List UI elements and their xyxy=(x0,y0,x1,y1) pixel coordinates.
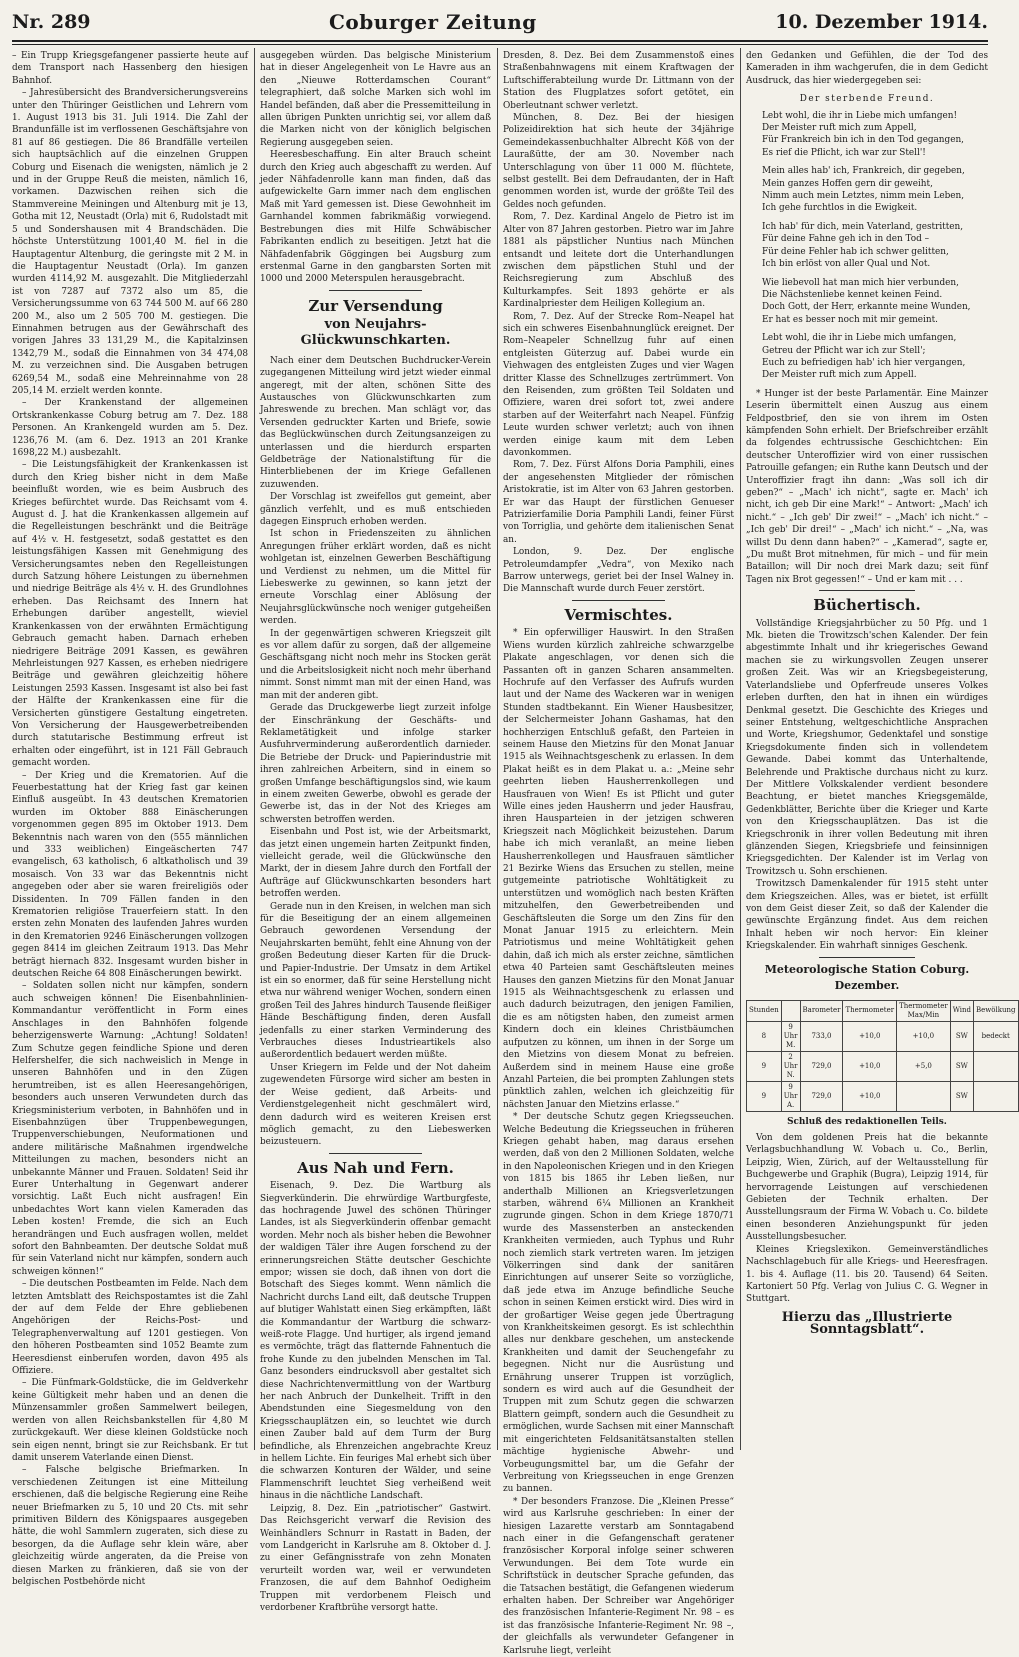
weather-cell: +10,0 xyxy=(843,1081,897,1111)
article-paragraph: – Jahresübersicht des Brandversicherungsvereins unter den Thüringer Geistlichen und Lehrern vom 1. August 1913 bis 31. Juli 1914. Die Zahl der Brandunfälle ist im verflossenen Geschäftsjahre von 81 auf 86 gestiegen. Die 86 Brandfälle verteilen sich hauptsächlich auf die einzelnen Gruppen Coburg und Eisenach die wenigsten, nämlich je 2 und in der Gruppe Reuß die meisten, nämlich 16, vorkamen. Dazwischen reihen sich die Stammvereine Meiningen und Altenburg mit je 13, Gotha mit 12, Neustadt (Orla) mit 6, Rudolstadt mit 5 und Sondershausen mit 4 Brandschäden. Die höchste Unterstützung 1001,40 M. fiel in die Hauptagentur Altenburg, die geringste mit 2 M. in die Hauptagentur Neustadt (Orla). Im ganzen wurden 4114,92 M. ausgezahlt. Die Mitgliederzahl ist von 7287 auf 7372 also um 85, die Versicherungssumme von 63 744 500 M. auf 66 280 200 M., also um 2 505 700 M. gestiegen. Die Einnahmen betrugen aus der Gewährschaft des vorigen Jahres 33 131,29 M., die Kapitalzinsen 1342,79 M., sodaß die Einnahmen von 34 474,08 M. zu verzeichnen sind. Die Ausgaben betrugen 6269,54 M., sodaß eine Mehreinnahme von 28 205,14 M. erzielt werden konnte. xyxy=(12,88,248,396)
article-paragraph: – Der Krieg und die Krematorien. Auf die Feuerbestattung hat der Krieg fast gar keinen Einfluß ausgeübt. In 43 deutschen Krematorien wurden im Oktober 888 Einäscherungen vorgenommen gegen 895 im Oktober 1913. Dem Bekenntnis nach waren von den (555 männlichen und 333 weiblichen) Eingeäscherten 747 evangelisch, 63 katholisch, 6 altkatholisch und 39 mosaisch. Von 33 war das Bekenntnis nicht angegeben oder aber sie waren freireligiös oder Dissidenten. In 709 Fällen fanden in den Krematorien religiöse Trauerfeiern statt. In den ersten zehn Monaten des laufenden Jahres wurden in den Krematorien 9246 Einäscherungen vollzogen gegen 8414 im gleichen Zeitraum 1913. Das Mehr beträgt hiernach 832. Insgesamt wurden bisher in deutschen Reiche 64 808 Einäscherungen bewirkt. xyxy=(12,770,248,980)
divider xyxy=(329,1153,421,1154)
column-divider xyxy=(740,48,741,1450)
divider xyxy=(329,290,421,291)
weather-cell: 2 Uhr N. xyxy=(781,1051,800,1081)
weather-cell xyxy=(974,1081,1018,1111)
weather-header-cell: Bewölkung xyxy=(974,1000,1018,1021)
article-paragraph: – Die Leistungsfähigkeit der Krankenkassen ist durch den Krieg bisher nicht in dem Maße beeinflußt worden, wie es beim Ausbruch des Krieges befürchtet wurde. Das Reichsamt vom 4. August d. J. hat die Krankenkassen allgemein auf die Regelleistungen beschränkt und die Beiträge auf 4½ v. H. festgesetzt, sodaß gestattet es den leistungsfähigen Kassen mit Genehmigung des Versicherungsamtes neben den Regelleistungen durch Satzung höhere Leistungen zu übernehmen und niedrige Beiträge als 4½ v. H. des Grundlohnes erheben. Das Reichsamt des Innern hat Erhebungen darüber angestellt, wieviel Krankenkassen von der erwähnten Ermächtigung Gebrauch gemacht haben. Darnach erheben niedrigere Beiträge 2091 Kassen, es gewähren Mehrleistungen 927 Kassen, es erheben niedrigere Beiträge und gewähren gleichzeitig höhere Leistungen 2593 Kassen. Insgesamt ist also bei fast der Hälfte der Krankenkassen eine für die Versicherten günstigere Gestaltung eingetreten. Von Versicherung der Hausgewerbetreibenden durch statutarische Bestimmung erfreut ist erhalten oder eingeführt, ist in 121 Fäll Gebrauch gemacht worden. xyxy=(12,460,248,769)
article-paragraph: München, 8. Dez. Bei der hiesigen Polizeidirektion hat sich heute der 34jährige Gemeindekassenbuchhalter Albrecht Köß von der Lauraßütte, der am 30. November nach Unterschlagung von über 11 000 M. flüchtete, selbst gestellt. Bei dem Defraudanten, der in Haft genommen worden ist, wurde der größte Teil des Geldes noch gefunden. xyxy=(503,113,734,210)
poem-title: Der sterbende Freund. xyxy=(799,94,935,105)
article-paragraph: Heeresbeschaffung. Ein alter Brauch scheint durch den Krieg auch abgeschafft zu werden. Auf jeder Nähfadenrolle kann man finden, daß das aufgewickelte Garn immer nach dem englischen Maß mit Yard gemessen ist. Diese Gewohnheit im Garnhandel kommen fabrikmäßig vorwiegend. Bestrebungen dies mit Hilfe Schwäbischer Fabrikanten endlich zu beseitigen. Jetzt hat die Nähfadenfabrik Göggingen bei Augsburg zum erstenmal Garne in den gangbarsten Sorten mit 1000 und 2000 Meterspulen herausgebracht. xyxy=(260,150,491,285)
article-paragraph: Kleines Kriegslexikon. Gemeinverständliches Nachschlagebuch für alle Kriegs- und Heeresfragen. 1. bis 4. Auflage (11. bis 20. Tausend) 64 Seiten. Kartoniert 50 Pfg. Verlag von Julius C. G. Wegner in Stuttgart. xyxy=(746,1244,988,1305)
article-paragraph: den Gedanken und Gefühlen, die der Tod des Kameraden in ihm wachgerufen, die in dem Gedicht Ausdruck, das hier wiedergegeben sei: xyxy=(746,51,988,86)
weather-row xyxy=(747,1081,1019,1111)
article-paragraph: Von dem goldenen Preis hat die bekannte Verlagsbuchhandlung W. Vobach u. Co., Berlin, Leipzig, Wien, Zürich, auf der Weltausstellung für Buchgewerbe und Graphik (Bugra), Leipzig 1914, für hervorragende Leistungen auf verschiedenen Gebieten der Technik erhalten. Der Ausstellungsraum der Firma W. Vobach u. Co. bildete einen besonderen Anziehungspunkt für jeden Ausstellungsbesucher. xyxy=(746,1133,988,1243)
weather-cell: +10,0 xyxy=(843,1021,897,1051)
article-paragraph: Trowitzsch Damenkalender für 1915 steht unter dem Kriegszeichen. Alles, was er bietet, ist erfüllt von dem Geist dieser Zeit, so daß der Kalender die gewünschte Ergänzung findet. Aus dem reichen Inhalt heben wir noch hervor: Ein kleiner Kriegskalender. Ein wahrhaft sinniges Geschenk. xyxy=(746,879,988,952)
weather-header-cell xyxy=(781,1000,800,1021)
weather-cell: 729,0 xyxy=(800,1051,843,1081)
weather-cell: 729,0 xyxy=(800,1081,843,1111)
article-paragraph: Nach einer dem Deutschen Buchdrucker-Verein zugegangenen Mitteilung wird jetzt wieder einmal angeregt, mit der alten, schönen Sitte des Austausches von Glückwunschkarten zum Jahreswende zu brechen. Man schlägt vor, das Versenden gedruckter Karten und Briefe, sowie das Beglückwünschen durch Zeitungsanzeigen zu unterlassen und die hierdurch ersparten Geldbeträge der Nationalstiftung für die Hinterbliebenen der im Kriege Gefallenen zuzuwenden. xyxy=(260,355,491,490)
column-1 xyxy=(12,50,248,1587)
weather-cell xyxy=(974,1051,1018,1081)
weather-cell xyxy=(897,1081,951,1111)
article-paragraph: Vollständige Kriegsjahrbücher zu 50 Pfg. und 1 Mk. bieten die Trowitzsch'schen Kalender. Der fein abgestimmte Inhalt und ihr kriegerisches Gewand machen sie zu wirkungsvollen Zeugen unserer großen Zeit. Was wir an Kriegsbegeisterung, Vaterlandsliebe und Opferfreude unseres Volkes erleben durften, den hat in ihnen ein würdiges Denkmal gesetzt. Die Geschichte des Krieges und seiner Entstehung, weltgeschichtliche Ansprachen und Worte, Kriegshumor, Gedenktafel und sonstige Kriegsdokumente finden sich in vollendetem Gewande. Dabei kommt das Unterhaltende, Belehrende und Praktische durchaus nicht zu kurz. Der Mittlere Volkskalender verdient besondere Beachtung, er bietet manches Kriegsgemälde, Gedenkblätter, Berichte über die Krieger und Karte von den Kriegsschauplätzen. Das ist die Kriegschronik in ihrer vollen Bedeutung mit ihren glänzenden Siegen, Kriegsbriefe und feinsinnigen Kriegsgedichten. Der Kalender ist im Verlag von Trowitzsch u. Sohn erschienen. xyxy=(746,618,988,877)
closing-line: Schluß des redaktionellen Teils. xyxy=(787,1116,947,1127)
newspaper-title: Coburger Zeitung xyxy=(329,10,537,34)
section-title: Aus Nah und Fern. xyxy=(297,1158,454,1177)
article-paragraph: Eisenbahn und Post ist, wie der Arbeitsmarkt, das jetzt einen ungemein harten Zeitpunkt finden, vielleicht gerade, weil die Glückwünsche den Markt, der in diesem Jahre durch den Fortfall der Aufträge auf Glückwunschkarten besonders hart betroffen werden. xyxy=(260,827,491,900)
article-paragraph: * Hunger ist der beste Parlamentär. Eine Mainzer Leserin übermittelt einen Auszug aus einem Feldpostbrief, den sie von ihrem im Osten kämpfenden Sohn erhielt. Der Briefschreiber erzählt da folgendes echtrussische Geschichtchen: Ein deutscher Unteroffizier wird von einer russischen Patrouille gefangen; ein Ruthe kann Deutsch und der Unteroffizier fragt ihn dann: „Was soll ich dir geben?“ – „Mach' ich nicht“, sagte er. Mach' ich nicht, ich geb Dir eine Mark!“ – Antwort: „Mach' ich nicht.“ – „Ich geb' Dir zwei!“ – „Mach' ich nicht.“ – „Ich geb' Dir drei!“ – „Mach' ich nicht.“ – „Na, was willst Du denn dann haben?“ – „Kamerad“, sagte er, „Du mußt Brot mitnehmen, für mich – und für mein Bataillon; will Dir noch drei Mark dazu; seit fünf Tagen nix Brot gegessen!“ – Und er kam mit . . . xyxy=(746,388,988,585)
article-paragraph: Unser Kriegern im Felde und der Not daheim zugewendeten Fürsorge wird sicher am besten in der Weise gedient, daß Arbeits- und Verdienstgelegenheit nicht geschmälert wird, denn dadurch wird es weiteren Kreisen erst möglich gemacht, zu den Liebeswerken beizusteuern. xyxy=(260,1062,491,1148)
masthead-rule xyxy=(12,40,988,42)
weather-title: Meteorologische Station Coburg. Dezember. xyxy=(764,962,970,992)
weather-cell: 733,0 xyxy=(800,1021,843,1051)
article-paragraph: * Der deutsche Schutz gegen Kriegsseuchen. Welche Bedeutung die Kriegsseuchen in früheren Kriegen gehabt haben, mag daraus ersehen werden, daß von den 2 Millionen Soldaten, welche in den Napoleonischen Kriegen und in den Kriegen von 1815 bis 1865 ihr Leben ließen, nur anderthalb Millionen an Kriegsverletzungen starben, während 6¼ Millionen an Krankheit zugrunde gingen. Schon in dem Kriege 1870/71 wurde des Massensterben an ansteckenden Krankheiten vermieden, auch Typhus und Ruhr noch ziemlich stark vertreten waren. Im jetzigen Völkerringen sind dank der sanitären Einrichtungen auf unserer Seite so vorzügliche, daß jede etwa im Anzuge befindliche Seuche schon in seinen Keimen erstickt wird. Dies wird in der großartiger Weise gegen jede Übertragung von Krankheitskeimen gesorgt. Es ist schlechthin alles nur denkbare geschehen, um ansteckende Krankheiten und damit der Seuchengefahr zu begegnen. Nicht nur die Ausrüstung und Ernährung unserer Truppen ist vorzüglich, sondern es wird auch auf die Gesundheit der Truppen mit zum Schutz gegen die schwarzen Blattern geimpft, sondern auch die Gesundheit zu ermöglichen, wurde Sachsen mit einer Mannschaft mit eingerichteten Feldsanitätsanstalten stellen mächtige hygienische Abwehr- und Vorbeugungsmittel bar, um die Gefahr der Verbreitung von Kriegsseuchen in enge Grenzen zu bannen. xyxy=(503,1112,734,1495)
article-paragraph: In der gegenwärtigen schweren Kriegszeit gilt es vor allem dafür zu sorgen, daß der allgemeine Geschäftsgang nicht noch mehr ins Stocken gerät und die Arbeitslosigkeit nicht noch mehr überhand nimmt. Sonst nimmt man mit der einen Hand, was man mit der anderen gibt. xyxy=(260,628,491,701)
weather-row xyxy=(747,1051,1019,1081)
weather-cell: SW xyxy=(950,1051,973,1081)
article-paragraph: Gerade nun in den Kreisen, in welchen man sich für die Beseitigung der an einem allgemeinen Gebrauch gewordenen Versendung der Neujahrskarten bemüht, fehlt eine Ahnung von der großen Bedeutung dieser Karten für die Druck- und Papier-Industrie. Der Umsatz in dem Artikel ist ein so enormer, daß für seine Herstellung nicht etwa nur während weniger Wochen, sondern einen großen Teil des Jahres hindurch Tausende fleißiger Hände Beschäftigung finden, deren Ausfall jedenfalls zu einer starken Verminderung des Verbrauches dieses Industrieartikels also außerordentlich bedauert werden müßte. xyxy=(260,901,491,1061)
weather-cell: 9 Uhr A. xyxy=(781,1081,800,1111)
masthead-rule-thin xyxy=(12,44,988,45)
article-paragraph: * Der besonders Franzose. Die „Kleinen Presse“ wird aus Karlsruhe geschrieben: In einer der hiesigen Lazarette verstarb am Sonntagabend nach einer in die Gefangenschaft geratener französischer Korporal infolge seiner schweren Verwundungen. Bei dem Tote wurde ein Schriftstück in deutscher Sprache gefunden, das die Tatsachen bestätigt, die Gefangenen wiederum erhalten haben. Der Schreiber war Angehöriger des französischen Infanterie-Regiment Nr. 98 – es ist das französische Infanterie-Regiment Nr. 98 –, der gleichfalls als verwundeter Gefangener in Karlsruhe liegt, verleiht xyxy=(503,1496,734,1656)
feature-subtitle: von Neujahrs-Glückwunschkarten. xyxy=(300,316,451,348)
section-title: Vermischtes. xyxy=(564,605,673,624)
divider xyxy=(819,590,916,591)
article-paragraph: Rom, 7. Dez. Kardinal Angelo de Pietro ist im Alter von 87 Jahren gestorben. Pietro war im Jahre 1881 als päpstlicher Nuntius nach München entsandt und leitete dort die Unterhandlungen zwischen dem päpstlichen Stuhl und der Reichsregierung zum Abschluß des Kulturkampfes. Seit 1893 gehörte er als Kardinalpriester dem Heiligen Kollegium an. xyxy=(503,212,734,310)
poem-stanza: Wie liebevoll hat man mich hier verbunden, Die Nächstenliebe kennet keinen Feind. Doch Gott, der Herr, erkannte meine Wunden, Er hat es besser noch mit mir gemeint. xyxy=(762,277,971,325)
weather-table xyxy=(746,1000,1019,1112)
article-paragraph: Gerade das Druckgewerbe liegt zurzeit infolge der Einschränkung der Geschäfts- und Reklametätigkeit und infolge starker Ausfuhrverminderung außerordentlich darnieder. Die Betriebe der Druck- und Papierindustrie mit ihren zahlreichen Arbeitern, sind in einem so großen Umfange beschäftigungslos sind, wie kaum in einem zweiten Gewerbe, obwohl es gerade der Gewerbe ist, das in der Not des Krieges am schwersten betroffen werden. xyxy=(260,703,491,825)
column-3 xyxy=(503,50,734,1656)
weather-header-cell: Thermometer xyxy=(843,1000,897,1021)
article-paragraph: – Die deutschen Postbeamten im Felde. Nach dem letzten Amtsblatt des Reichspostamtes ist die Zahl der auf dem Felde der Ehre gebliebenen Angehörigen der Reichs-Post- und Telegraphenverwaltung auf 1201 gestiegen. Von den höheren Postbeamten sind 1052 Beamte zum Heeresdienst einberufen worden, davon 495 als Offiziere. xyxy=(12,1279,248,1377)
article-paragraph: – Falsche belgische Briefmarken. In verschiedenen Zeitungen ist eine Mitteilung erschienen, daß die belgische Regierung eine Reihe neuer Briefmarken zu 5, 10 und 20 Cts. mit sehr primitiven Bildern des Königspaares ausgegeben hätte, die wohl Sammlern zugeraten, sich diese zu besorgen, da die Auflage sehr klein wäre, aber gleichzeitig würde angeraten, da die Preise von diesen Marken zu fränkieren, daß sie von der belgischen Postbehörde nicht xyxy=(12,1465,248,1587)
article-paragraph: – Soldaten sollen nicht nur kämpfen, sondern auch schweigen können! Die Eisenbahnlinien-Kommandantur veröffentlicht in Form eines Anschlages in den Bahnhöfen folgende beherzigenswerte Warnung: „Achtung! Soldaten! Zum Schutze gegen feindliche Spione und deren Helfershelfer, die sich nachweislich in Menge in unseren Bahnhöfen und in den Zügen herumtreiben, ist es allen Heeresangehörigen, besonders auch unseren Verwundeten durch das Kriegsministerium verboten, in Bahnhöfen und in Eisenbahnzügen über Truppenbewegungen, Truppenverschiebungen, Neuformationen und andere militärische Maßnahmen irgendwelche Mitteilungen zu machen, besonders nicht an unbekannte Männer und Frauen. Soldaten! Seid ihr Eurer Unterhaltung in Gegenwart anderer vorsichtig. Laßt Euch nicht ausfragen! Ein unbedachtes Wort kann vielen Kameraden das Leben kosten! Fremde, die sich an Euch herandrängen und Euch ausfragen wollen, meldet sofort den Bahnbeamten. Der deutsche Soldat muß für sein Vaterland nicht nur kämpfen, sondern auch schweigen können!“ xyxy=(12,981,248,1277)
weather-cell: 9 Uhr M. xyxy=(781,1021,800,1051)
weather-cell: +10,0 xyxy=(897,1021,951,1051)
article-paragraph: Dresden, 8. Dez. Bei dem Zusammenstoß eines Straßenbahnwagens mit einem Kraftwagen der Luftschifferabteilung wurde Dr. Littmann von der Station des Flugplatzes sofort getötet, ein Oberleutnant schwer verletzt. xyxy=(503,51,734,111)
divider xyxy=(572,600,664,601)
section-title: Büchertisch. xyxy=(813,596,921,615)
poem-stanza: Lebt wohl, die ihr in Liebe mich umfangen! Der Meister ruft mich zum Appell, Für Frankreich bin ich in den Tod gegangen, Es rief die Pflicht, ich war zur Stell'! xyxy=(762,110,964,158)
weather-cell: 9 xyxy=(747,1051,782,1081)
poem-stanza: Mein alles hab' ich, Frankreich, dir gegeben, Mein ganzes Hoffen gern dir geweiht, Nimm auch mein Letztes, nimm mein Leben, Ich gehe furchtlos in die Ewigkeit. xyxy=(762,166,965,214)
supplement-notice: Hierzu das „Illustrierte Sonntagsblatt“. xyxy=(781,1309,953,1338)
column-divider xyxy=(254,48,255,1450)
poem-stanza: Lebt wohl, die ihr in Liebe mich umfangen, Getreu der Pflicht war ich zur Stell'; Euch zu befriedigen hab' ich hier vergangen, Der Meister ruft mich zum Appell. xyxy=(762,333,966,381)
masthead xyxy=(12,6,988,38)
weather-cell: +10,0 xyxy=(843,1051,897,1081)
column-2 xyxy=(260,50,491,1613)
page-number: Nr. 289 xyxy=(12,11,91,33)
weather-row xyxy=(747,1021,1019,1051)
weather-cell: bedeckt xyxy=(974,1021,1018,1051)
article-paragraph: * Ein opferwilliger Hauswirt. In den Straßen Wiens wurden kürzlich zahlreiche schwarzgelbe Plakate angeschlagen, vor denen sich die Passanten oft in ganzen Scharen ansammelten. Hochrufe auf den Verfasser des Aufrufs wurden laut und der Name des Wackeren war in wenigen Stunden stadtbekannt. Ein Wiener Hausbesitzer, der Selchermeister Johann Gashamas, hat den hochherzigen Entschluß gefaßt, den Parteien in seinem Hause den Mietzins für den Monat Januar 1915 als Weihnachtsgeschenk zu erlassen. In dem Plakat heißt es in dem Plakat u. a.: „Meine sehr geehrten lieben Hausherrenkollegen und Hausfrauen von Wien! Es ist Pflicht und guter Wille eines jeden Hausherrn und jeder Hausfrau, ihren Hausparteien in der jetzigen schweren Kriegszeit nach Möglichkeit beizustehen. Darum habe ich mich veranlaßt, an meine lieben Hausherrenkollegen und Hausfrauen sämtlicher 21 Bezirke Wiens das Ersuchen zu stellen, meine gutgemeinte patriotische Wohltätigkeit zu unterstützen und womöglich nach besten Kräften mitzuhelfen, den Gewerbetreibenden und Geschäftsleuten die Sorge um den Zins für den Monat Januar 1915 zu erleichtern. Mein Patriotismus und meine Wohltätigkeit gehen dahin, daß ich mich als erster zeichne, sämtlichen etwa 40 Parteien samt Geschäftsleuten meines Hauses den ganzen Mietzins für den Monat Januar 1915 als Weihnachtsgeschenk zu erlassen und auch dadurch beizutragen, den jenigen Familien, die es am nötigsten haben, den zumeist armen Kindern doch ein kleines Christbäumchen aufputzen zu können, um ihnen in der Sorge um den Mietzins von diesem Monat zu befreien. Außerdem sind in meinem Hause eine große Anzahl Parteien, die bei prompten Zahlungen stets pünktlich zahlen, welchen ich gleichzeitig für nächsten Januar den Mietzins erlasse.“ xyxy=(503,628,734,1110)
feature-title: Zur Versendung xyxy=(308,296,443,315)
article-paragraph: Eisenach, 9. Dez. Die Wartburg als Siegverkünderin. Die ehrwürdige Wartburgfeste, das hochragende Juwel des schönen Thüringer Landes, ist als Siegverkünderin offenbar gemacht worden. Mehr noch als bisher heben die Bewohner der waldigen Täler ihre Augen forschend zu der erinnerungsreichen Stätte deutscher Geschichte empor; wissen sie doch, daß ihnen von dort die Botschaft des Sieges kommt. Wenn nämlich die Nachricht durchs Land eilt, daß deutsche Truppen auf blutiger Wahlstatt einen Sieg erkämpften, läßt die Kommandantur der Wartburg die schwarz-weiß-rote Flagge. Und hurtiger, als irgend jemand es vermöchte, trägt das flatternde Fahnentuch die frohe Kunde zu den jubelnden Menschen im Tal. Ganz besonders eindrucksvoll aber gestaltet sich diese Nachrichtenvermittlung von der Wartburg her nach Anbruch der Dunkelheit. Trifft in den Abendstunden eine Siegesmeldung von den Kriegsschauplätzen ein, so leuchtet wie durch einen Zauber bald auf dem Turm der Burg befindliche, als Ehrenzeichen angebrachte Kreuz in hellem Lichte. Ein feuriges Mal erhebt sich über die schwarzen Konturen der Wälder, und seine Flammenschrift leuchtet Sieg verheißend weit hinaus in die nächtliche Landschaft. xyxy=(260,1181,491,1502)
weather-header-row xyxy=(747,1000,1019,1021)
article-paragraph: – Die Fünfmark-Goldstücke, die im Geldverkehr keine Gültigkeit mehr haben und an denen die Münzensammler großen Sammelwert beilegen, werden von allen Reichsbankstellen für 4,80 M zurückgekauft. Wer diese kleinen Goldstücke noch sein eigen nennt, bringt sie zur Reichsbank. Er tut damit unserem Vaterlande einen Dienst. xyxy=(12,1378,248,1463)
weather-header-cell: Stunden xyxy=(747,1000,782,1021)
article-paragraph: – Ein Trupp Kriegsgefangener passierte heute auf dem Transport nach Hassenberg den hiesigen Bahnhof. xyxy=(12,51,248,86)
article-paragraph: – Der Krankenstand der allgemeinen Ortskrankenkasse Coburg betrug am 7. Dez. 188 Personen. An Krankengeld wurden am 5. Dez. 1236,76 M. (am 6. Dez. 1913 an 201 Kranke 1698,22 M.) ausbezahlt. xyxy=(12,398,248,458)
column-divider xyxy=(497,48,498,1450)
article-paragraph: Rom, 7. Dez. Auf der Strecke Rom–Neapel hat sich ein schweres Eisenbahnunglück ereignet. Der Rom–Neapeler Schnellzug fuhr auf einen entgleisten Güterzug auf. Dabei wurde ein Viehwagen des entgleisten Zuges und vier Wagen dritter Klasse des Schnellzuges zertrümmert. Von den Reisenden, zum größten Teil Soldaten und Offiziere, waren drei sofort tot, zwei andere starben auf der Weiterfahrt nach Neapel. Fünfzig Leute wurden schwer verletzt; auch von ihnen werden einige kaum mit dem Leben davonkommen. xyxy=(503,311,734,458)
weather-cell: SW xyxy=(950,1081,973,1111)
weather-header-cell: Wind xyxy=(950,1000,973,1021)
weather-cell: SW xyxy=(950,1021,973,1051)
article-paragraph: Ist schon in Friedenszeiten zu ähnlichen Anregungen früher erklärt worden, daß es nicht wohlgetan ist, einzelnen Gewerben Beschäftigung und Verdienst zu nehmen, um die Mittel für Liebeswerke zu gewinnen, so kann jetzt der erneute Vorschlag einer Ablösung der Neujahrsglückwünsche noch weniger gutgeheißen werden. xyxy=(260,529,491,627)
article-paragraph: London, 9. Dez. Der englische Petroleumdampfer „Vedra“, von Mexiko nach Barrow unterwegs, geriet bei der Insel Walney in. Die Mannschaft wurde durch Feuer zerstört. xyxy=(503,547,734,595)
article-paragraph: Rom, 7. Dez. Fürst Alfons Doria Pamphili, eines der angesehensten Mitglieder der römischen Aristokratie, ist im Alter von 63 Jahren gestorben. Er war das Haupt der fürstlichen Genueser Patrizierfamilie Doria Pamphili Landi, feiner Fürst von Torriglia, und gehörte dem italienischen Senat an. xyxy=(503,460,734,545)
column-4 xyxy=(746,50,1016,1450)
article-paragraph: ausgegeben würden. Das belgische Ministerium hat in dieser Angelegenheit von Le Havre aus an den „Nieuwe Rotterdamschen Courant“ telegraphiert, daß solche Marken sich wohl im Handel befänden, daß aber die Pressemitteilung in allen übrigen Punkten unrichtig sei, vor allem daß die Marken nicht von der königlich belgischen Regierung ausgegeben seien. xyxy=(260,51,491,148)
weather-header-cell: Thermometer Max/Min xyxy=(897,1000,951,1021)
weather-cell: +5,0 xyxy=(897,1051,951,1081)
issue-date: 10. Dezember 1914. xyxy=(775,11,988,33)
article-paragraph: Leipzig, 8. Dez. Ein „patriotischer“ Gastwirt. Das Reichsgericht verwarf die Revision des Weinhändlers Schnurr in Rastatt in Baden, der vom Landgericht in Karlsruhe am 8. Oktober d. J. zu einer Gefängnisstrafe von zehn Monaten verurteilt worden war, weil er verwundeten Franzosen, die auf dem Bahnhof Oedigheim Truppen mit verdorbenem Fleisch und verdorbener Kraftbrühe versorgt hatte. xyxy=(260,1503,491,1613)
poem-stanza: Ich hab' für dich, mein Vaterland, gestritten, Für deine Fahne geh ich in den Tod – Für deine Fehler hab ich schwer gelitten, Ich bin erlöst von aller Qual und Not. xyxy=(762,221,964,270)
weather-cell: 9 xyxy=(747,1081,782,1111)
weather-cell: 8 xyxy=(747,1021,782,1051)
divider xyxy=(819,957,916,958)
weather-header-cell: Barometer xyxy=(800,1000,843,1021)
article-paragraph: Der Vorschlag ist zweifellos gut gemeint, aber gänzlich verfehlt, und es muß entschieden dagegen Einspruch erhoben werden. xyxy=(260,492,491,527)
